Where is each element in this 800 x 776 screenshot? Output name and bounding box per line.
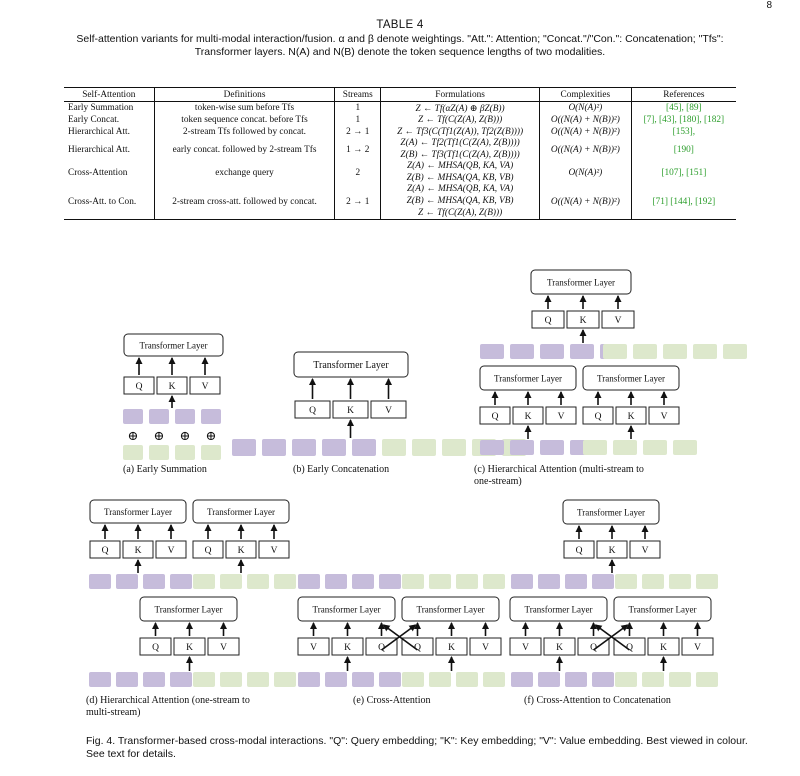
- d-top-left-q-label: Q: [101, 546, 109, 556]
- token-modality-a: [570, 344, 594, 359]
- formula-line: Z(A) ← MHSA(QB, KA, VA): [406, 161, 514, 172]
- b-v-label: V: [385, 406, 392, 416]
- token-modality-b: [615, 672, 637, 687]
- token-modality-a: [201, 409, 221, 424]
- f-left-k-label: K: [556, 643, 563, 653]
- token-modality-b: [633, 344, 657, 359]
- c-left-v-label: V: [557, 412, 565, 422]
- token-modality-a: [325, 574, 347, 589]
- cell-complexity: O((N(A) + N(B))²): [540, 184, 632, 219]
- token-modality-b: [442, 439, 466, 456]
- token-modality-b: [673, 440, 697, 455]
- header-self-attention: Self-Attention: [82, 89, 136, 100]
- token-modality-a: [510, 344, 534, 359]
- cell-references: [45], [89]: [631, 102, 736, 115]
- token-modality-b: [149, 445, 169, 460]
- transformer-layer-label: Transformer Layer: [104, 507, 172, 517]
- transformer-layer-label: Transformer Layer: [312, 604, 381, 615]
- token-modality-b: [663, 344, 687, 359]
- token-modality-b: [483, 672, 505, 687]
- e-left-v-label: V: [310, 643, 317, 653]
- token-modality-a: [262, 439, 286, 456]
- caption-c: one-stream): [474, 476, 522, 487]
- transformer-layer-label: Transformer Layer: [597, 373, 665, 384]
- d-top-right-k-label: K: [237, 546, 245, 556]
- header-references: References: [631, 88, 736, 102]
- token-modality-b: [274, 672, 296, 687]
- cell-definition: token-wise sum before Tfs: [154, 102, 335, 115]
- token-modality-a: [352, 439, 376, 456]
- token-modality-b: [642, 672, 664, 687]
- transformer-layer-label: Transformer Layer: [494, 373, 562, 384]
- token-modality-b: [456, 672, 478, 687]
- cell-complexity: O((N(A) + N(B))²): [540, 138, 632, 161]
- c-right-q-label: Q: [594, 412, 602, 422]
- token-modality-a: [170, 574, 192, 589]
- token-modality-a: [540, 440, 564, 455]
- d-bottom-v-label: V: [220, 643, 227, 653]
- token-modality-b: [696, 574, 718, 589]
- token-modality-a: [143, 574, 165, 589]
- e-right-v-label: V: [482, 643, 489, 653]
- f-top-k-label: K: [608, 546, 616, 556]
- cell-name: Hierarchical Att.: [68, 127, 130, 137]
- cell-formulation: Z ← Tf(αZ(A) ⊕ βZ(B)): [381, 102, 540, 115]
- header-definitions: Definitions: [154, 88, 335, 102]
- token-modality-a: [143, 672, 165, 687]
- cell-name: Early Concat.: [68, 115, 120, 125]
- cell-streams: 1: [335, 114, 381, 126]
- token-modality-b: [583, 440, 607, 455]
- c-left-k-label: K: [524, 412, 532, 422]
- formula-line: Z(B) ← MHSA(QA, KB, VB): [406, 195, 514, 206]
- a-q-label: Q: [135, 382, 143, 392]
- f-left-q-label: Q: [590, 643, 597, 653]
- transformer-layer-label: Transformer Layer: [139, 340, 208, 351]
- token-modality-b: [247, 672, 269, 687]
- c-top-k-label: K: [579, 316, 587, 326]
- token-modality-a: [298, 574, 320, 589]
- token-modality-a: [352, 574, 374, 589]
- cell-streams: 2 → 1: [335, 126, 381, 138]
- token-modality-b: [696, 672, 718, 687]
- cell-streams: 2: [335, 161, 381, 184]
- e-right-q-label: Q: [414, 643, 421, 653]
- caption-d: multi-stream): [86, 707, 141, 718]
- c-top-q-label: Q: [544, 316, 552, 326]
- cell-name: Hierarchical Att.: [68, 144, 130, 155]
- cell-references: [153],: [631, 126, 736, 138]
- cell-references: [190]: [631, 138, 736, 161]
- cell-streams: 1 → 2: [335, 138, 381, 161]
- cell-streams: 1: [335, 102, 381, 115]
- d-top-right-q-label: Q: [204, 546, 212, 556]
- plus-sum-icon: ⊕: [205, 428, 217, 443]
- cell-name: Cross-Attention: [68, 167, 128, 178]
- token-modality-a: [322, 439, 346, 456]
- d-top-right-v-label: V: [270, 546, 278, 556]
- token-modality-a: [565, 574, 587, 589]
- token-modality-a: [175, 409, 195, 424]
- token-modality-a: [510, 440, 534, 455]
- plus-sum-icon: ⊕: [153, 428, 165, 443]
- token-modality-a: [89, 574, 111, 589]
- header-complexities: Complexities: [540, 88, 632, 102]
- token-modality-a: [89, 672, 111, 687]
- cell-definition: token sequence concat. before Tfs: [154, 114, 335, 126]
- plus-sum-icon: ⊕: [127, 428, 139, 443]
- c-right-k-label: K: [627, 412, 635, 422]
- b-q-label: Q: [309, 406, 316, 416]
- c-top-v-label: V: [614, 316, 622, 326]
- b-k-label: K: [347, 406, 354, 416]
- token-modality-b: [456, 574, 478, 589]
- cell-complexity: O((N(A) + N(B))²): [540, 126, 632, 138]
- token-modality-b: [274, 574, 296, 589]
- header-formulations: Formulations: [381, 88, 540, 102]
- token-modality-a: [116, 672, 138, 687]
- token-modality-b: [247, 574, 269, 589]
- cell-name: Early Summation: [68, 103, 134, 113]
- transformer-layer-label: Transformer Layer: [577, 507, 645, 518]
- formula-line: Z(A) ← MHSA(QB, KA, VA): [406, 184, 514, 195]
- plus-sum-icon: ⊕: [179, 428, 191, 443]
- token-modality-b: [429, 574, 451, 589]
- c-right-v-label: V: [660, 412, 668, 422]
- c-left-q-label: Q: [491, 412, 499, 422]
- transformer-layer-label: Transformer Layer: [154, 604, 223, 615]
- token-modality-b: [175, 445, 195, 460]
- table-caption: Self-attention variants for multi-modal interaction/fusion. α and β denote weightings. "Att.": Attention; "Concat."/"Con.": Concatenation; "Tfs": Transformer layers. N(A) and N(B) denote the token sequence lengths of two modalities.: [76, 33, 724, 58]
- token-modality-a: [123, 409, 143, 424]
- cell-definition: 2-stream cross-att. followed by concat.: [154, 184, 335, 219]
- token-modality-a: [170, 672, 192, 687]
- f-right-v-label: V: [694, 643, 701, 653]
- token-modality-b: [643, 440, 667, 455]
- token-modality-a: [511, 574, 533, 589]
- token-modality-a: [480, 344, 504, 359]
- cell-definition: 2-stream Tfs followed by concat.: [154, 126, 335, 138]
- token-modality-b: [483, 574, 505, 589]
- token-modality-b: [201, 445, 221, 460]
- table-number: TABLE 4: [376, 19, 424, 31]
- token-modality-a: [379, 574, 401, 589]
- token-modality-b: [193, 672, 215, 687]
- cell-references: [107], [151]: [631, 161, 736, 184]
- cell-references: [7], [43], [180], [182]: [631, 114, 736, 126]
- a-v-label: V: [201, 382, 209, 392]
- a-k-label: K: [168, 382, 176, 392]
- token-modality-a: [565, 672, 587, 687]
- token-modality-a: [298, 672, 320, 687]
- f-right-q-label: Q: [626, 643, 633, 653]
- token-modality-a: [149, 409, 169, 424]
- formula-line: Z(B) ← Tf3(Tf1(C(Z(A), Z(B)))): [400, 149, 520, 160]
- token-modality-a: [379, 672, 401, 687]
- token-modality-b: [723, 344, 747, 359]
- e-left-k-label: K: [344, 643, 351, 653]
- token-modality-b: [669, 672, 691, 687]
- cell-name: Cross-Att. to Con.: [68, 196, 137, 207]
- formula-line: Z(A) ← Tf2(Tf1(C(Z(A), Z(B)))): [400, 138, 520, 148]
- token-modality-b: [603, 344, 627, 359]
- formula-line: Z ← Tf(C(Z(A), Z(B))): [417, 207, 503, 218]
- f-top-v-label: V: [641, 546, 649, 556]
- cell-formulation: Z ← Tf(C(Z(A), Z(B))): [381, 114, 540, 126]
- cell-complexity: O((N(A) + N(B))²): [540, 114, 632, 126]
- cell-references: [71] [144], [192]: [631, 184, 736, 219]
- token-modality-a: [592, 672, 614, 687]
- token-modality-b: [613, 440, 637, 455]
- token-modality-b: [123, 445, 143, 460]
- header-streams: Streams: [335, 88, 381, 102]
- token-modality-b: [382, 439, 406, 456]
- d-bottom-k-label: K: [186, 643, 193, 653]
- figure-caption: Fig. 4. Transformer-based cross-modal interactions. "Q": Query embedding; "K": Key embedding; "V": Value embedding. Best viewed in colour. See text for details.: [86, 735, 748, 760]
- token-modality-a: [538, 672, 560, 687]
- token-modality-a: [292, 439, 316, 456]
- cell-definition: early concat. followed by 2-stream Tfs: [154, 138, 335, 161]
- token-modality-b: [412, 439, 436, 456]
- caption-f: (f) Cross-Attention to Concatenation: [524, 695, 671, 706]
- caption-c: (c) Hierarchical Attention (multi-stream to: [474, 464, 644, 475]
- token-modality-a: [511, 672, 533, 687]
- cell-formulation: Z ← Tf3(C(Tf1(Z(A)), Tf2(Z(B)))): [381, 126, 540, 138]
- d-top-left-k-label: K: [134, 546, 142, 556]
- token-modality-a: [480, 440, 504, 455]
- cell-complexity: O(N(A)²): [540, 102, 632, 115]
- transformer-layer-label: Transformer Layer: [547, 277, 615, 288]
- f-top-q-label: Q: [575, 546, 583, 556]
- token-modality-a: [352, 672, 374, 687]
- token-modality-a: [232, 439, 256, 456]
- caption-d: (d) Hierarchical Attention (one-stream to: [86, 695, 250, 706]
- e-right-k-label: K: [448, 643, 455, 653]
- token-modality-a: [540, 344, 564, 359]
- transformer-layer-label: Transformer Layer: [628, 604, 697, 615]
- e-left-q-label: Q: [378, 643, 385, 653]
- token-modality-b: [402, 672, 424, 687]
- caption-b: (b) Early Concatenation: [293, 464, 390, 475]
- token-modality-b: [693, 344, 717, 359]
- cell-streams: 2 → 1: [335, 184, 381, 219]
- token-modality-a: [538, 574, 560, 589]
- transformer-layer-label: Transformer Layer: [416, 604, 485, 615]
- cell-complexity: O(N(A)²): [540, 161, 632, 184]
- token-modality-b: [193, 574, 215, 589]
- token-modality-b: [220, 672, 242, 687]
- token-modality-b: [642, 574, 664, 589]
- token-modality-b: [220, 574, 242, 589]
- d-bottom-q-label: Q: [152, 643, 159, 653]
- page-number: 8: [766, 0, 772, 11]
- d-top-left-v-label: V: [167, 546, 175, 556]
- formula-line: Z(B) ← MHSA(QA, KB, VB): [406, 172, 514, 183]
- token-modality-b: [669, 574, 691, 589]
- transformer-layer-label: Transformer Layer: [524, 604, 593, 615]
- transformer-layer-label: Transformer Layer: [313, 360, 389, 371]
- token-modality-b: [402, 574, 424, 589]
- token-modality-b: [429, 672, 451, 687]
- f-right-k-label: K: [660, 643, 667, 653]
- caption-e: (e) Cross-Attention: [353, 695, 431, 706]
- token-modality-a: [592, 574, 614, 589]
- token-modality-b: [615, 574, 637, 589]
- cell-definition: exchange query: [154, 161, 335, 184]
- caption-a: (a) Early Summation: [123, 464, 207, 475]
- token-modality-a: [116, 574, 138, 589]
- f-left-v-label: V: [522, 643, 529, 653]
- transformer-layer-label: Transformer Layer: [207, 507, 275, 517]
- token-modality-a: [325, 672, 347, 687]
